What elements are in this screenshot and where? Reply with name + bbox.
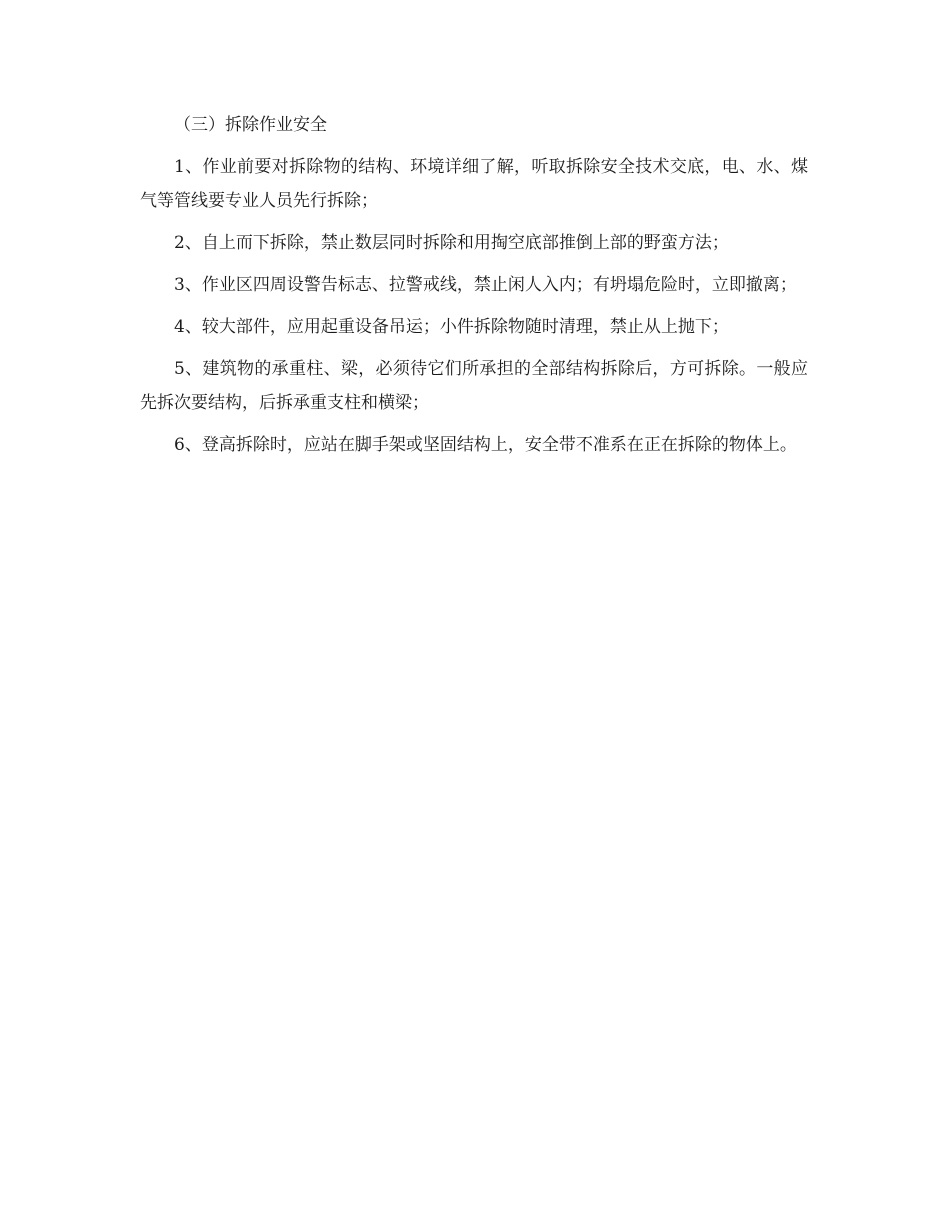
paragraph-6: 6、登高拆除时，应站在脚手架或坚固结构上，安全带不准系在正在拆除的物体上。 bbox=[174, 435, 797, 455]
paragraph-4: 4、较大部件，应用起重设备吊运；小件拆除物随时清理，禁止从上抛下； bbox=[174, 317, 729, 337]
section-heading: （三）拆除作业安全 bbox=[174, 115, 327, 135]
paragraph-5: 5、建筑物的承重柱、梁，必须待它们所承担的全部结构拆除后，方可拆除。一般应先拆次要结构，后拆承重支柱和横梁； bbox=[140, 359, 808, 413]
paragraph-2: 2、自上而下拆除，禁止数层同时拆除和用掏空底部推倒上部的野蛮方法； bbox=[174, 233, 729, 253]
document-page bbox=[140, 108, 808, 470]
paragraph-1: 1、作业前要对拆除物的结构、环境详细了解，听取拆除安全技术交底，电、水、煤气等管线要专业人员先行拆除； bbox=[140, 157, 808, 211]
paragraph-3: 3、作业区四周设警告标志、拉警戒线，禁止闲人入内；有坍塌危险时，立即撤离； bbox=[174, 275, 797, 295]
